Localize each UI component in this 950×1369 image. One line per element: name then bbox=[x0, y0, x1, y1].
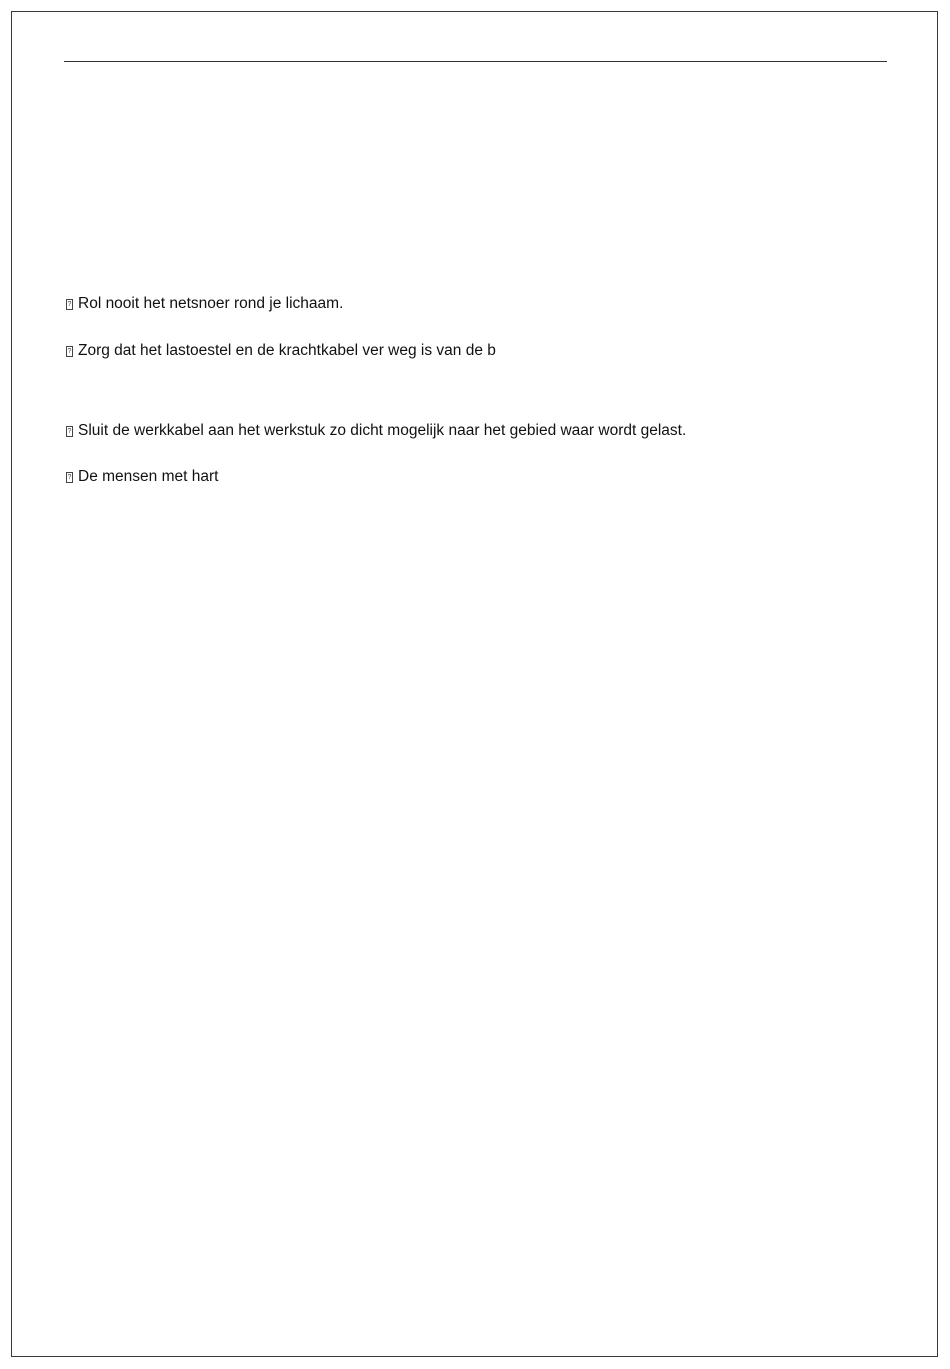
bullet-item-text: De mensen met hart bbox=[78, 468, 219, 485]
missing-glyph-icon: ? bbox=[67, 427, 72, 435]
bullet-item-text: Sluit de werkkabel aan het werkstuk zo dicht mogelijk naar het gebied waar wordt gelast. bbox=[78, 422, 687, 439]
missing-glyph-icon: ? bbox=[67, 347, 72, 355]
header-rule bbox=[64, 61, 887, 62]
document-page bbox=[11, 11, 938, 1357]
bullet-item-text: Rol nooit het netsnoer rond je lichaam. bbox=[78, 295, 344, 312]
bullet-item bbox=[66, 295, 343, 313]
bullet-item-text: Zorg dat het lastoestel en de krachtkabel ver weg is van de b bbox=[78, 342, 496, 359]
bullet-item bbox=[66, 342, 496, 360]
missing-glyph-icon: ? bbox=[67, 473, 72, 481]
missing-glyph-icon: ? bbox=[67, 300, 72, 308]
bullet-item bbox=[66, 422, 686, 440]
bullet-item bbox=[66, 468, 218, 486]
